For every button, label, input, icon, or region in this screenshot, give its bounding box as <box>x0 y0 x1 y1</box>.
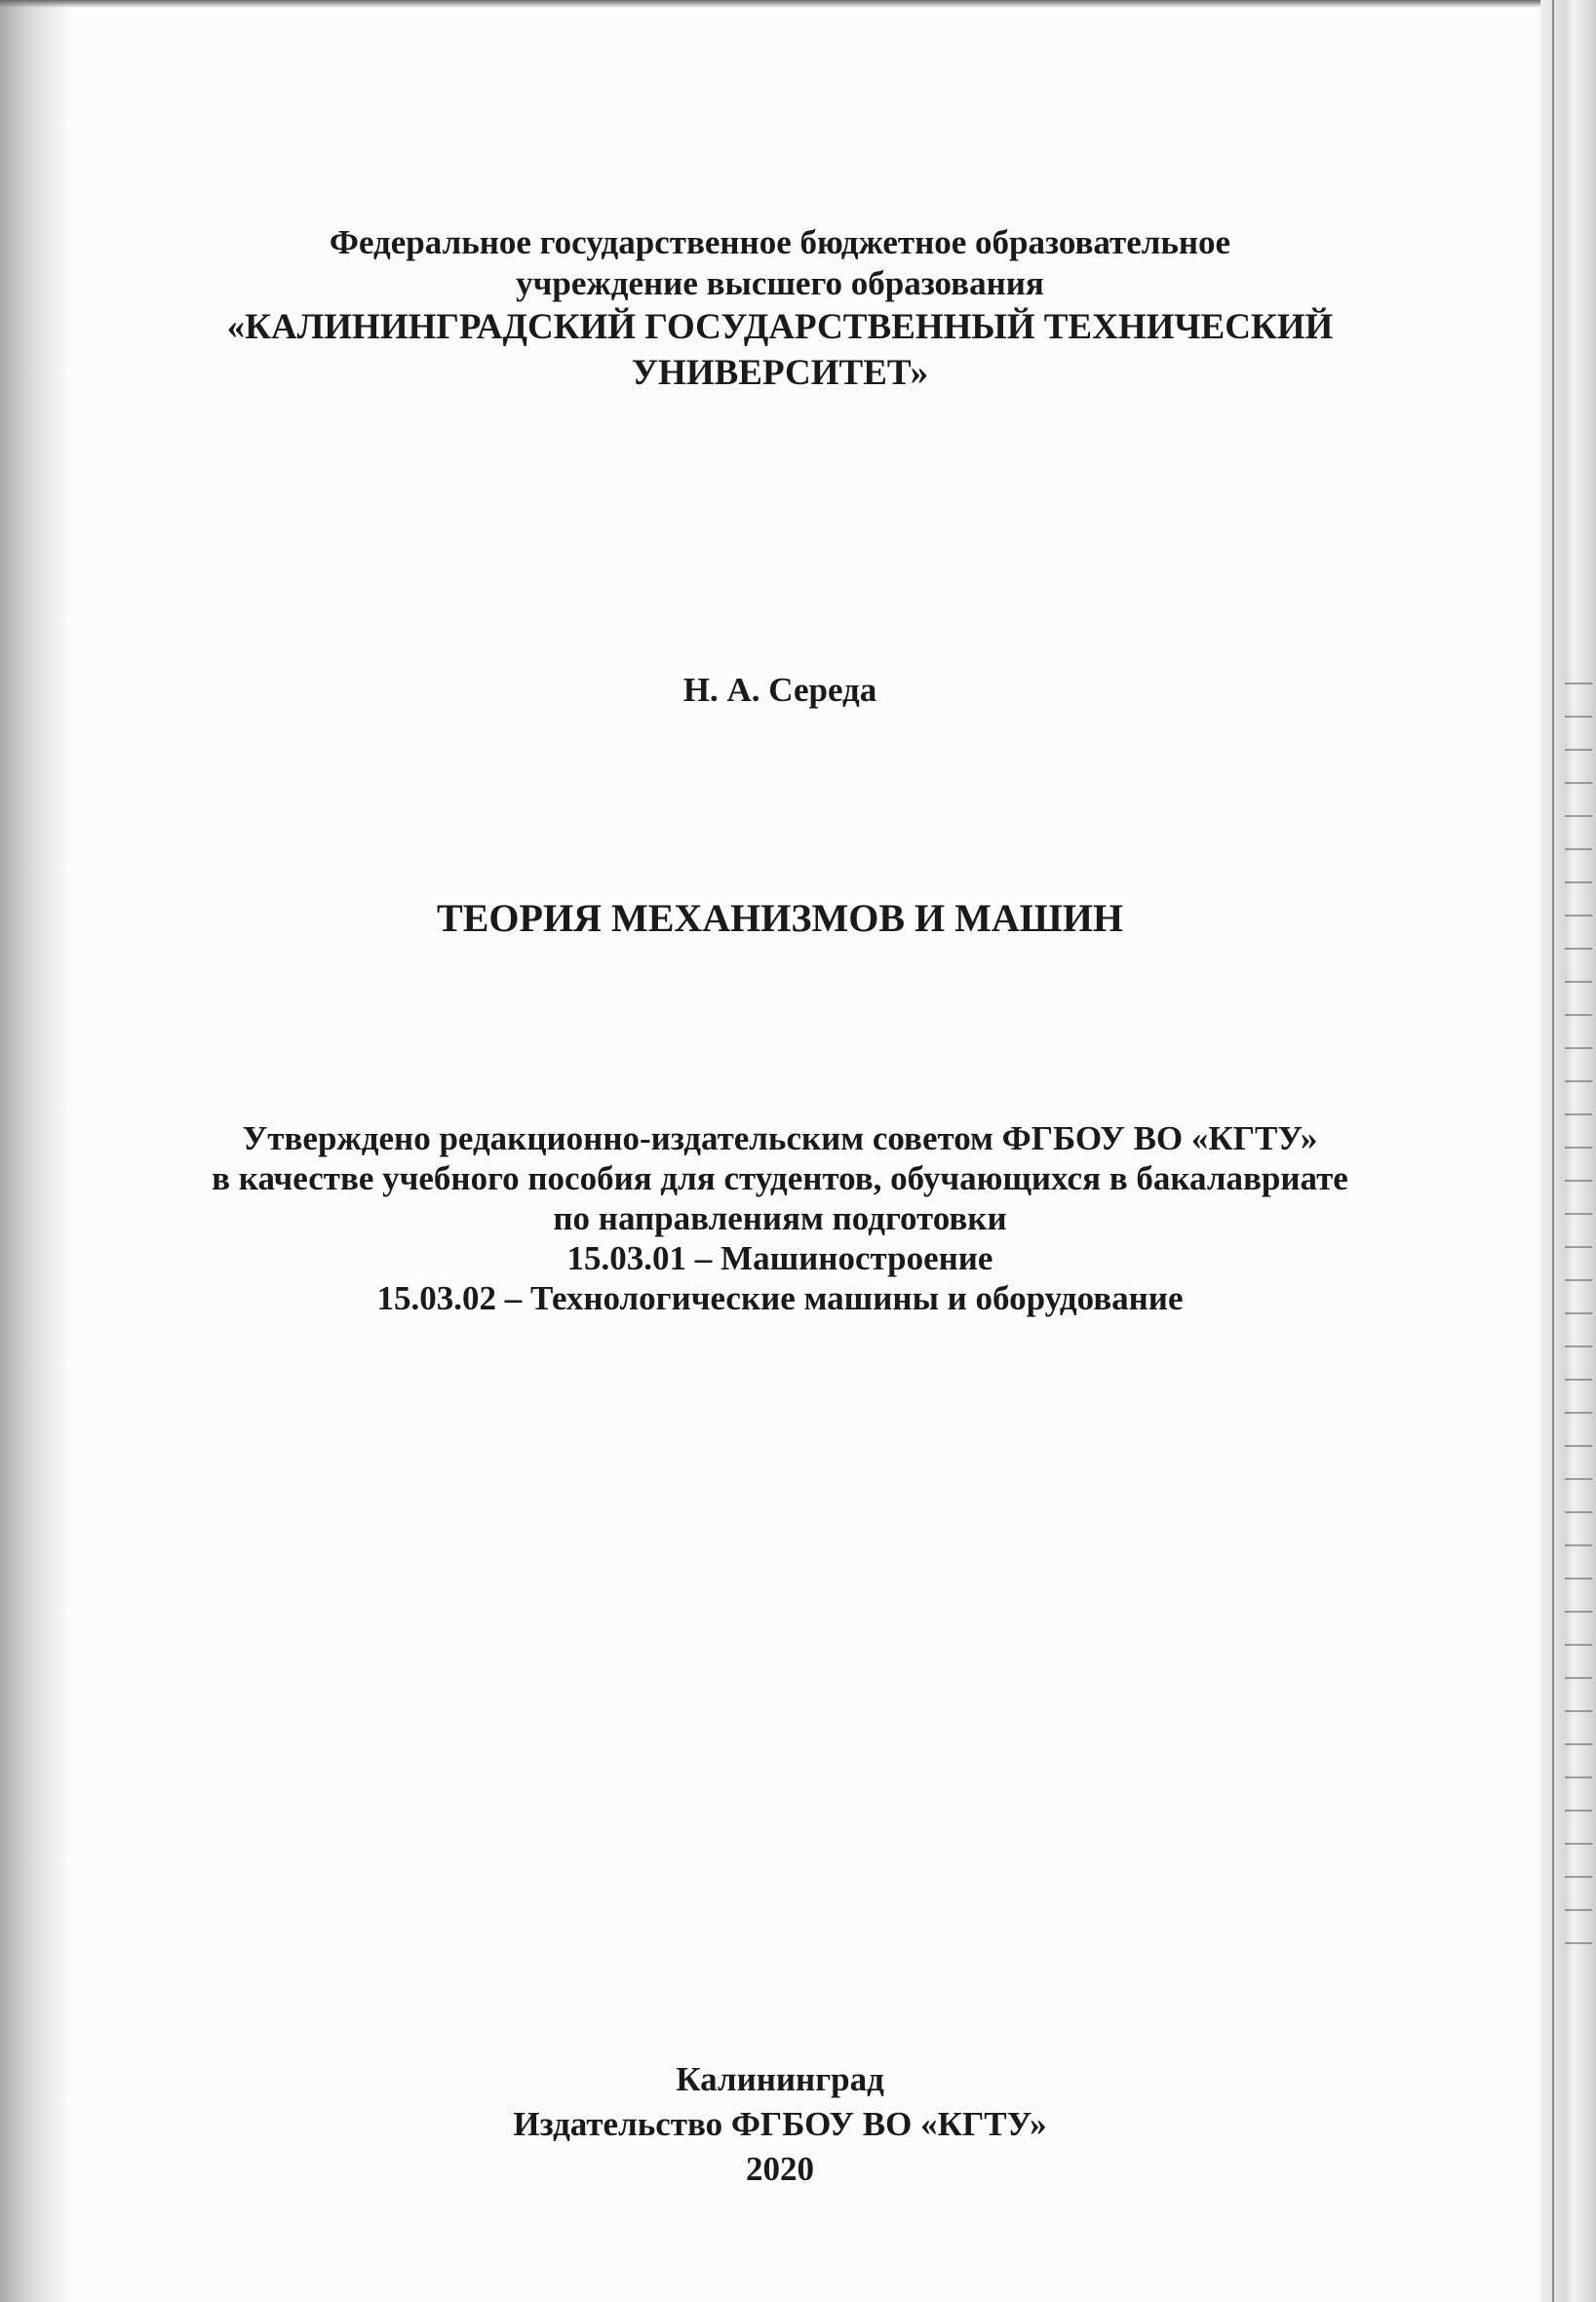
institution-header <box>97 222 1462 396</box>
imprint-publisher: Издательство ФГБОУ ВО «КГТУ» <box>513 2105 1047 2143</box>
imprint-city: Калининград <box>676 2060 884 2098</box>
approval-line-4: 15.03.01 – Машиностроение <box>566 1239 993 1277</box>
approval-line-3: по направлениям подготовки <box>553 1199 1007 1237</box>
imprint-year: 2020 <box>746 2150 814 2188</box>
book-title: ТЕОРИЯ МЕХАНИЗМОВ И МАШИН <box>437 896 1123 940</box>
approval-note <box>97 1118 1462 1318</box>
author-name: Н. А. Середа <box>682 671 877 709</box>
scan-edge-marks <box>1565 683 1592 1950</box>
scan-shadow-top <box>0 0 1596 8</box>
header-line-2: учреждение высшего образования <box>516 264 1044 302</box>
approval-line-2: в качестве учебного пособия для студентов, обучающихся в бакалавриате <box>212 1159 1348 1197</box>
scan-shadow-left <box>0 0 68 2302</box>
scan-edge-line <box>1552 0 1554 2302</box>
header-line-1: Федеральное государственное бюджетное образовательное <box>329 223 1231 261</box>
imprint <box>97 2057 1462 2192</box>
university-name-line-1: «КАЛИНИНГРАДСКИЙ ГОСУДАРСТВЕННЫЙ ТЕХНИЧЕСКИЙ <box>226 307 1334 347</box>
approval-line-1: Утверждено редакционно-издательским советом ФГБОУ ВО «КГТУ» <box>242 1119 1318 1157</box>
approval-line-5: 15.03.02 – Технологические машины и оборудование <box>376 1279 1184 1317</box>
university-name-line-2: УНИВЕРСИТЕТ» <box>631 353 929 393</box>
